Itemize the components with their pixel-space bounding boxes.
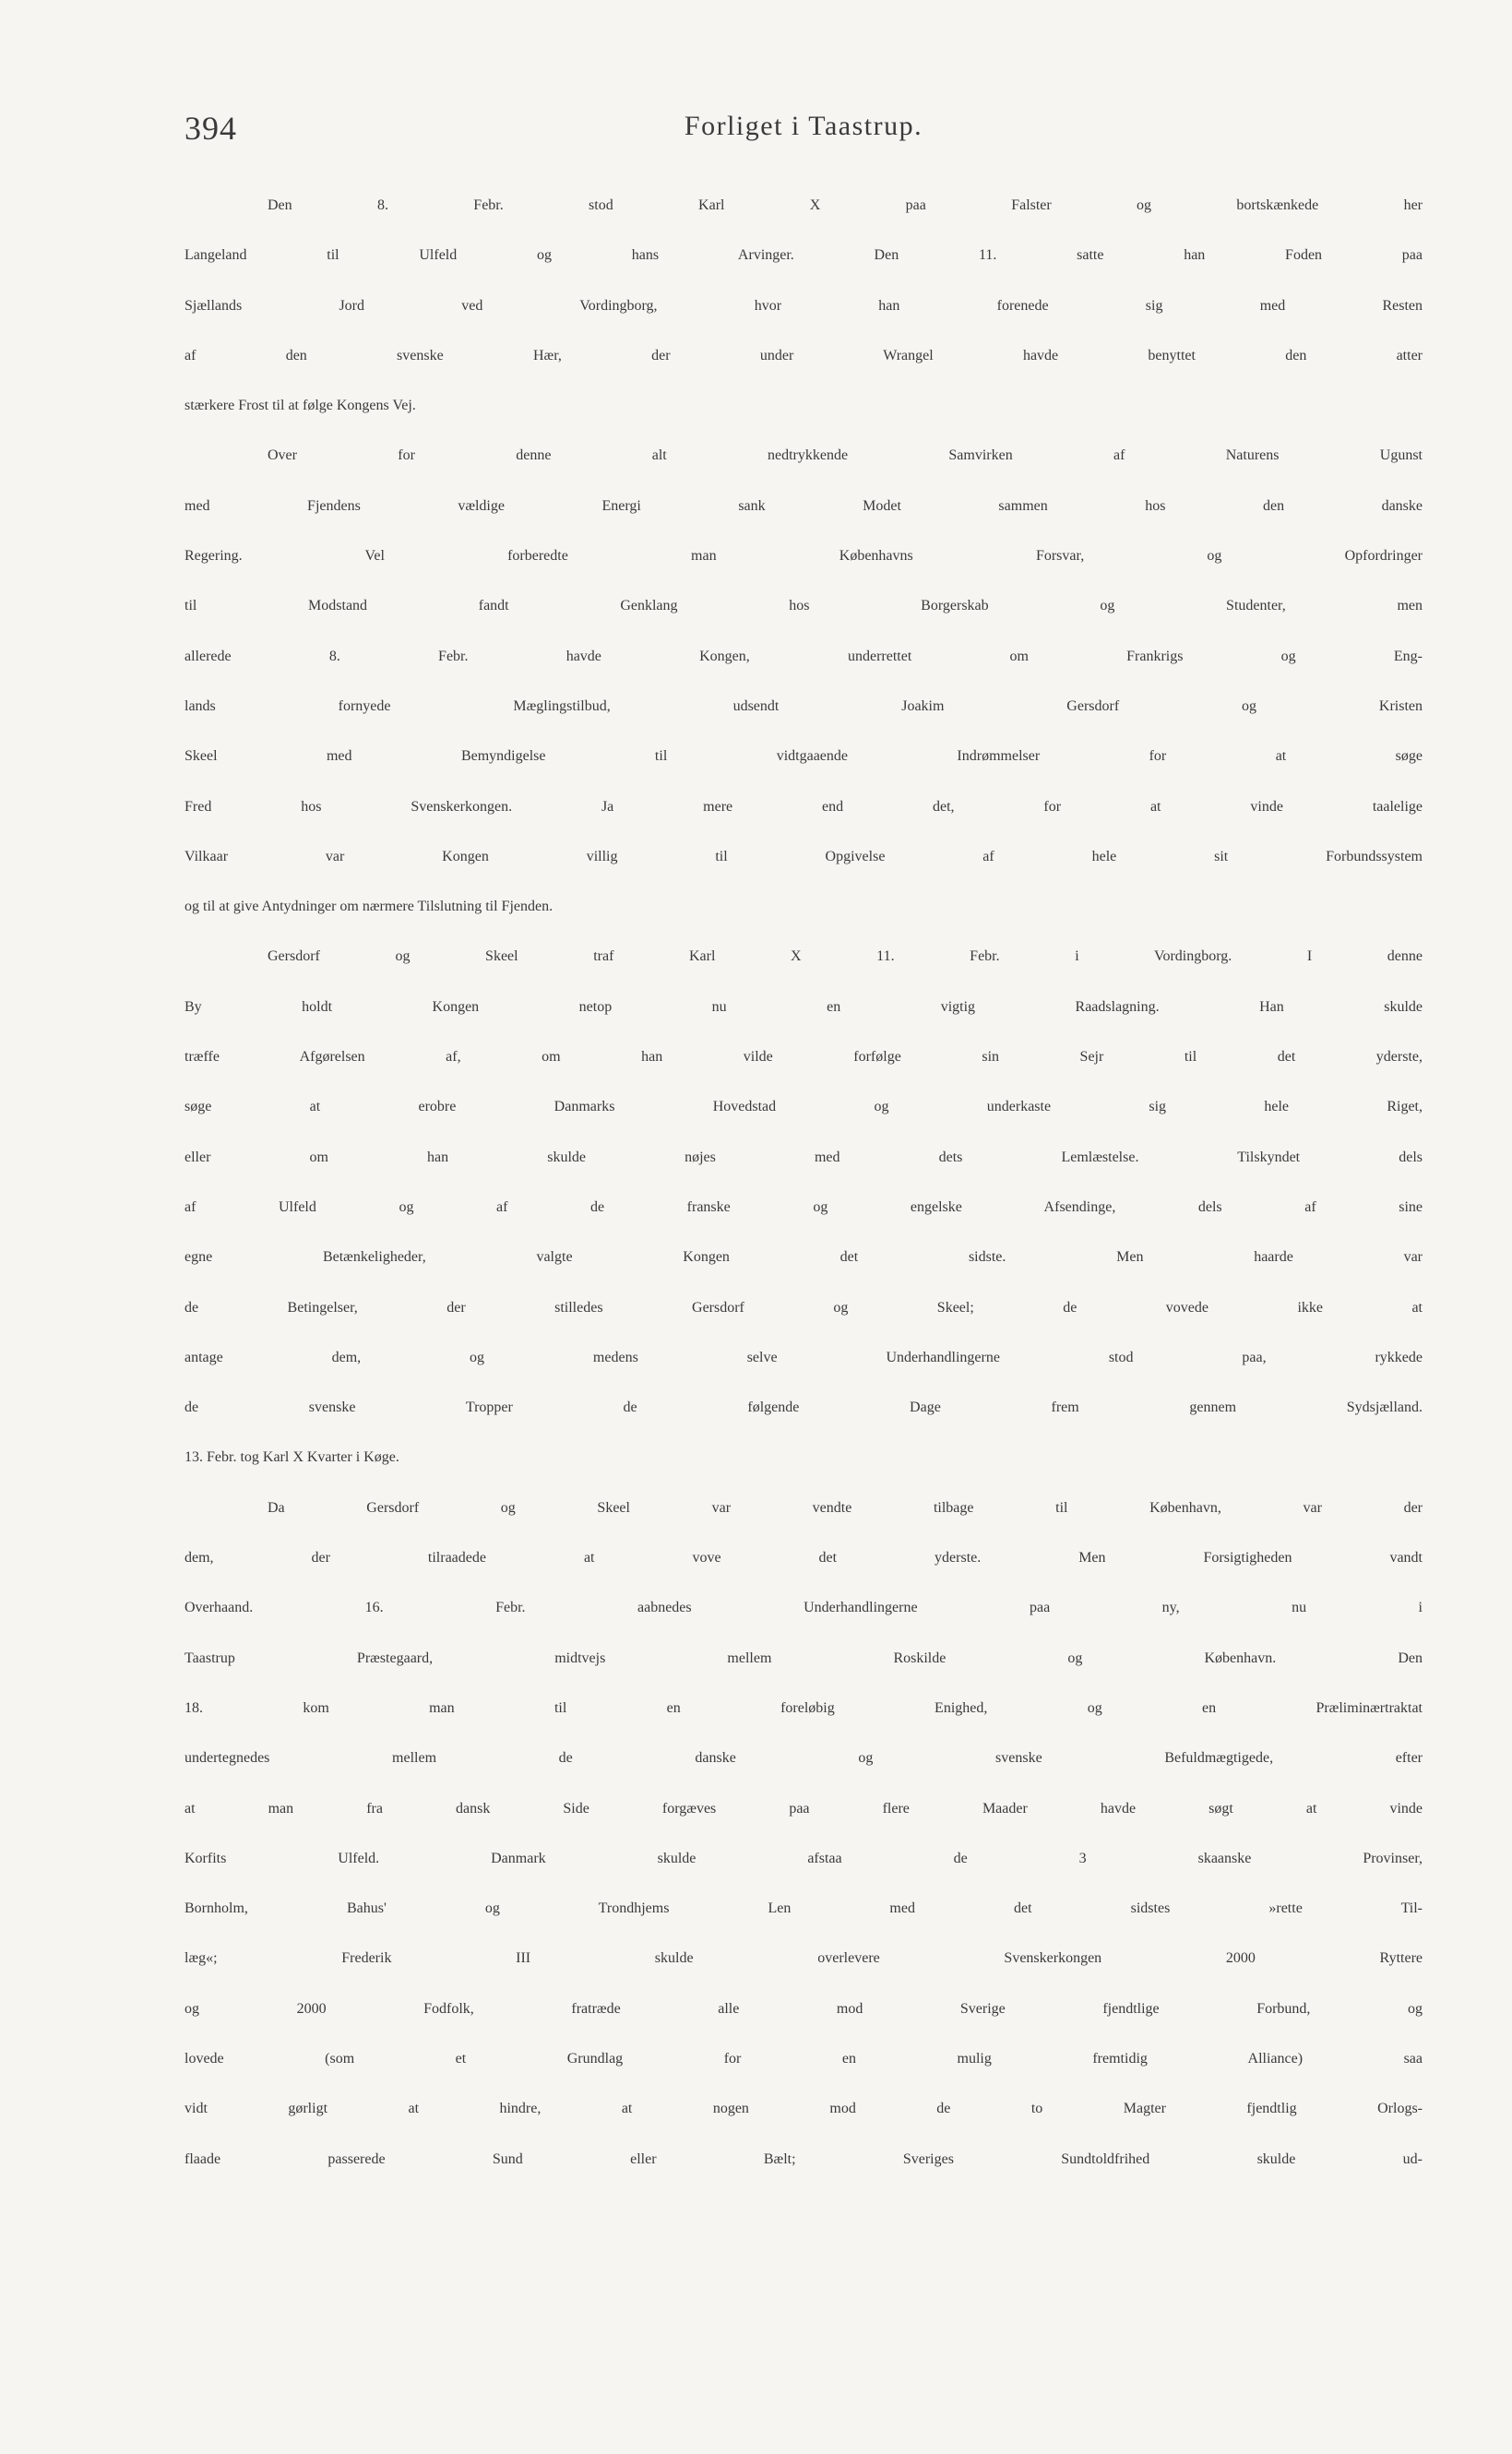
text-line: Gersdorf og Skeel traf Karl X 11. Febr. i Vordingborg. I denne — [268, 948, 1423, 965]
text-line: undertegnedes mellem de danske og svenske Befuldmægtigede, efter — [185, 1750, 1423, 1767]
text-line: 13. Febr. tog Karl X Kvarter i Køge. — [185, 1449, 399, 1466]
text-line: Taastrup Præstegaard, midtvejs mellem Roskilde og København. Den — [185, 1650, 1423, 1666]
text-line: dem, der tilraadede at vove det yderste. Men Forsigtigheden vandt — [185, 1550, 1423, 1567]
text-line: eller om han skulde nøjes med dets Lemlæstelse. Tilskyndet dels — [185, 1149, 1423, 1165]
text-line: læg«; Frederik III skulde overlevere Svenskerkongen 2000 Ryttere — [185, 1950, 1423, 1967]
text-line: og 2000 Fodfolk, fratræde alle mod Sverige fjendtlige Forbund, og — [185, 2000, 1423, 2017]
text-line: Vilkaar var Kongen villig til Opgivelse af hele sit Forbundssystem — [185, 848, 1423, 864]
running-title: Forliget i Taastrup. — [684, 111, 923, 141]
text-line: egne Betænkeligheder, valgte Kongen det sidste. Men haarde var — [185, 1249, 1423, 1266]
text-line: Da Gersdorf og Skeel var vendte tilbage til København, var der — [268, 1499, 1423, 1516]
text-line: Korfits Ulfeld. Danmark skulde afstaa de 3 skaanske Provinser, — [185, 1850, 1423, 1866]
text-line: og til at give Antydninger om nærmere Tilslutning til Fjenden. — [185, 899, 554, 915]
page-number: 394 — [185, 110, 237, 147]
text-line: Sjællands Jord ved Vordingborg, hvor han forenede sig med Resten — [185, 297, 1423, 314]
text-line: de svenske Tropper de følgende Dage frem gennem Sydsjælland. — [185, 1400, 1423, 1416]
text-line: Skeel med Bemyndigelse til vidtgaaende Indrømmelser for at søge — [185, 748, 1423, 765]
text-line: Bornholm, Bahus' og Trondhjems Len med det sidstes »rette Til- — [185, 1900, 1423, 1917]
text-line: vidt gørligt at hindre, at nogen mod de to Magter fjendtlig Orlogs- — [185, 2101, 1423, 2117]
text-line: Den 8. Febr. stod Karl X paa Falster og bortskænkede her — [268, 197, 1423, 213]
text-line: søge at erobre Danmarks Hovedstad og underkaste sig hele Riget, — [185, 1099, 1423, 1115]
text-line: 18. kom man til en foreløbig Enighed, og en Præliminærtraktat — [185, 1699, 1423, 1716]
text-line: lands fornyede Mæglingstilbud, udsendt Joakim Gersdorf og Kristen — [185, 697, 1423, 714]
text-line: Regering. Vel forberedte man Københavns Forsvar, og Opfordringer — [185, 548, 1423, 565]
text-line: at man fra dansk Side forgæves paa flere Maader havde søgt at vinde — [185, 1800, 1423, 1817]
text-line: Fred hos Svenskerkongen. Ja mere end det, for at vinde taalelige — [185, 798, 1423, 815]
text-line: Langeland til Ulfeld og hans Arvinger. Den 11. satte han Foden paa — [185, 247, 1423, 264]
text-line: træffe Afgørelsen af, om han vilde forfølge sin Sejr til det yderste, — [185, 1049, 1423, 1066]
running-head — [185, 109, 1423, 155]
text-line: stærkere Frost til at følge Kongens Vej. — [185, 398, 416, 414]
text-line: med Fjendens vældige Energi sank Modet sammen hos den danske — [185, 497, 1423, 514]
text-line: By holdt Kongen netop nu en vigtig Raadslagning. Han skulde — [185, 998, 1423, 1015]
text-line: til Modstand fandt Genklang hos Borgerskab og Studenter, men — [185, 598, 1423, 614]
text-line: Overhaand. 16. Febr. aabnedes Underhandlingerne paa ny, nu i — [185, 1600, 1423, 1616]
text-line: de Betingelser, der stilledes Gersdorf og Skeel; de vovede ikke at — [185, 1299, 1423, 1316]
text-line: af Ulfeld og af de franske og engelske Afsendinge, dels af sine — [185, 1198, 1423, 1215]
text-line: flaade passerede Sund eller Bælt; Sveriges Sundtoldfrihed skulde ud- — [185, 2150, 1423, 2167]
text-line: antage dem, og medens selve Underhandlingerne stod paa, rykkede — [185, 1349, 1423, 1365]
text-line: allerede 8. Febr. havde Kongen, underrettet om Frankrigs og Eng- — [185, 648, 1423, 664]
text-line: af den svenske Hær, der under Wrangel havde benyttet den atter — [185, 347, 1423, 363]
text-line: Over for denne alt nedtrykkende Samvirken af Naturens Ugunst — [268, 447, 1423, 464]
body-text — [185, 197, 1423, 2201]
text-line: lovede (som et Grundlag for en mulig fremtidig Alliance) saa — [185, 2050, 1423, 2067]
